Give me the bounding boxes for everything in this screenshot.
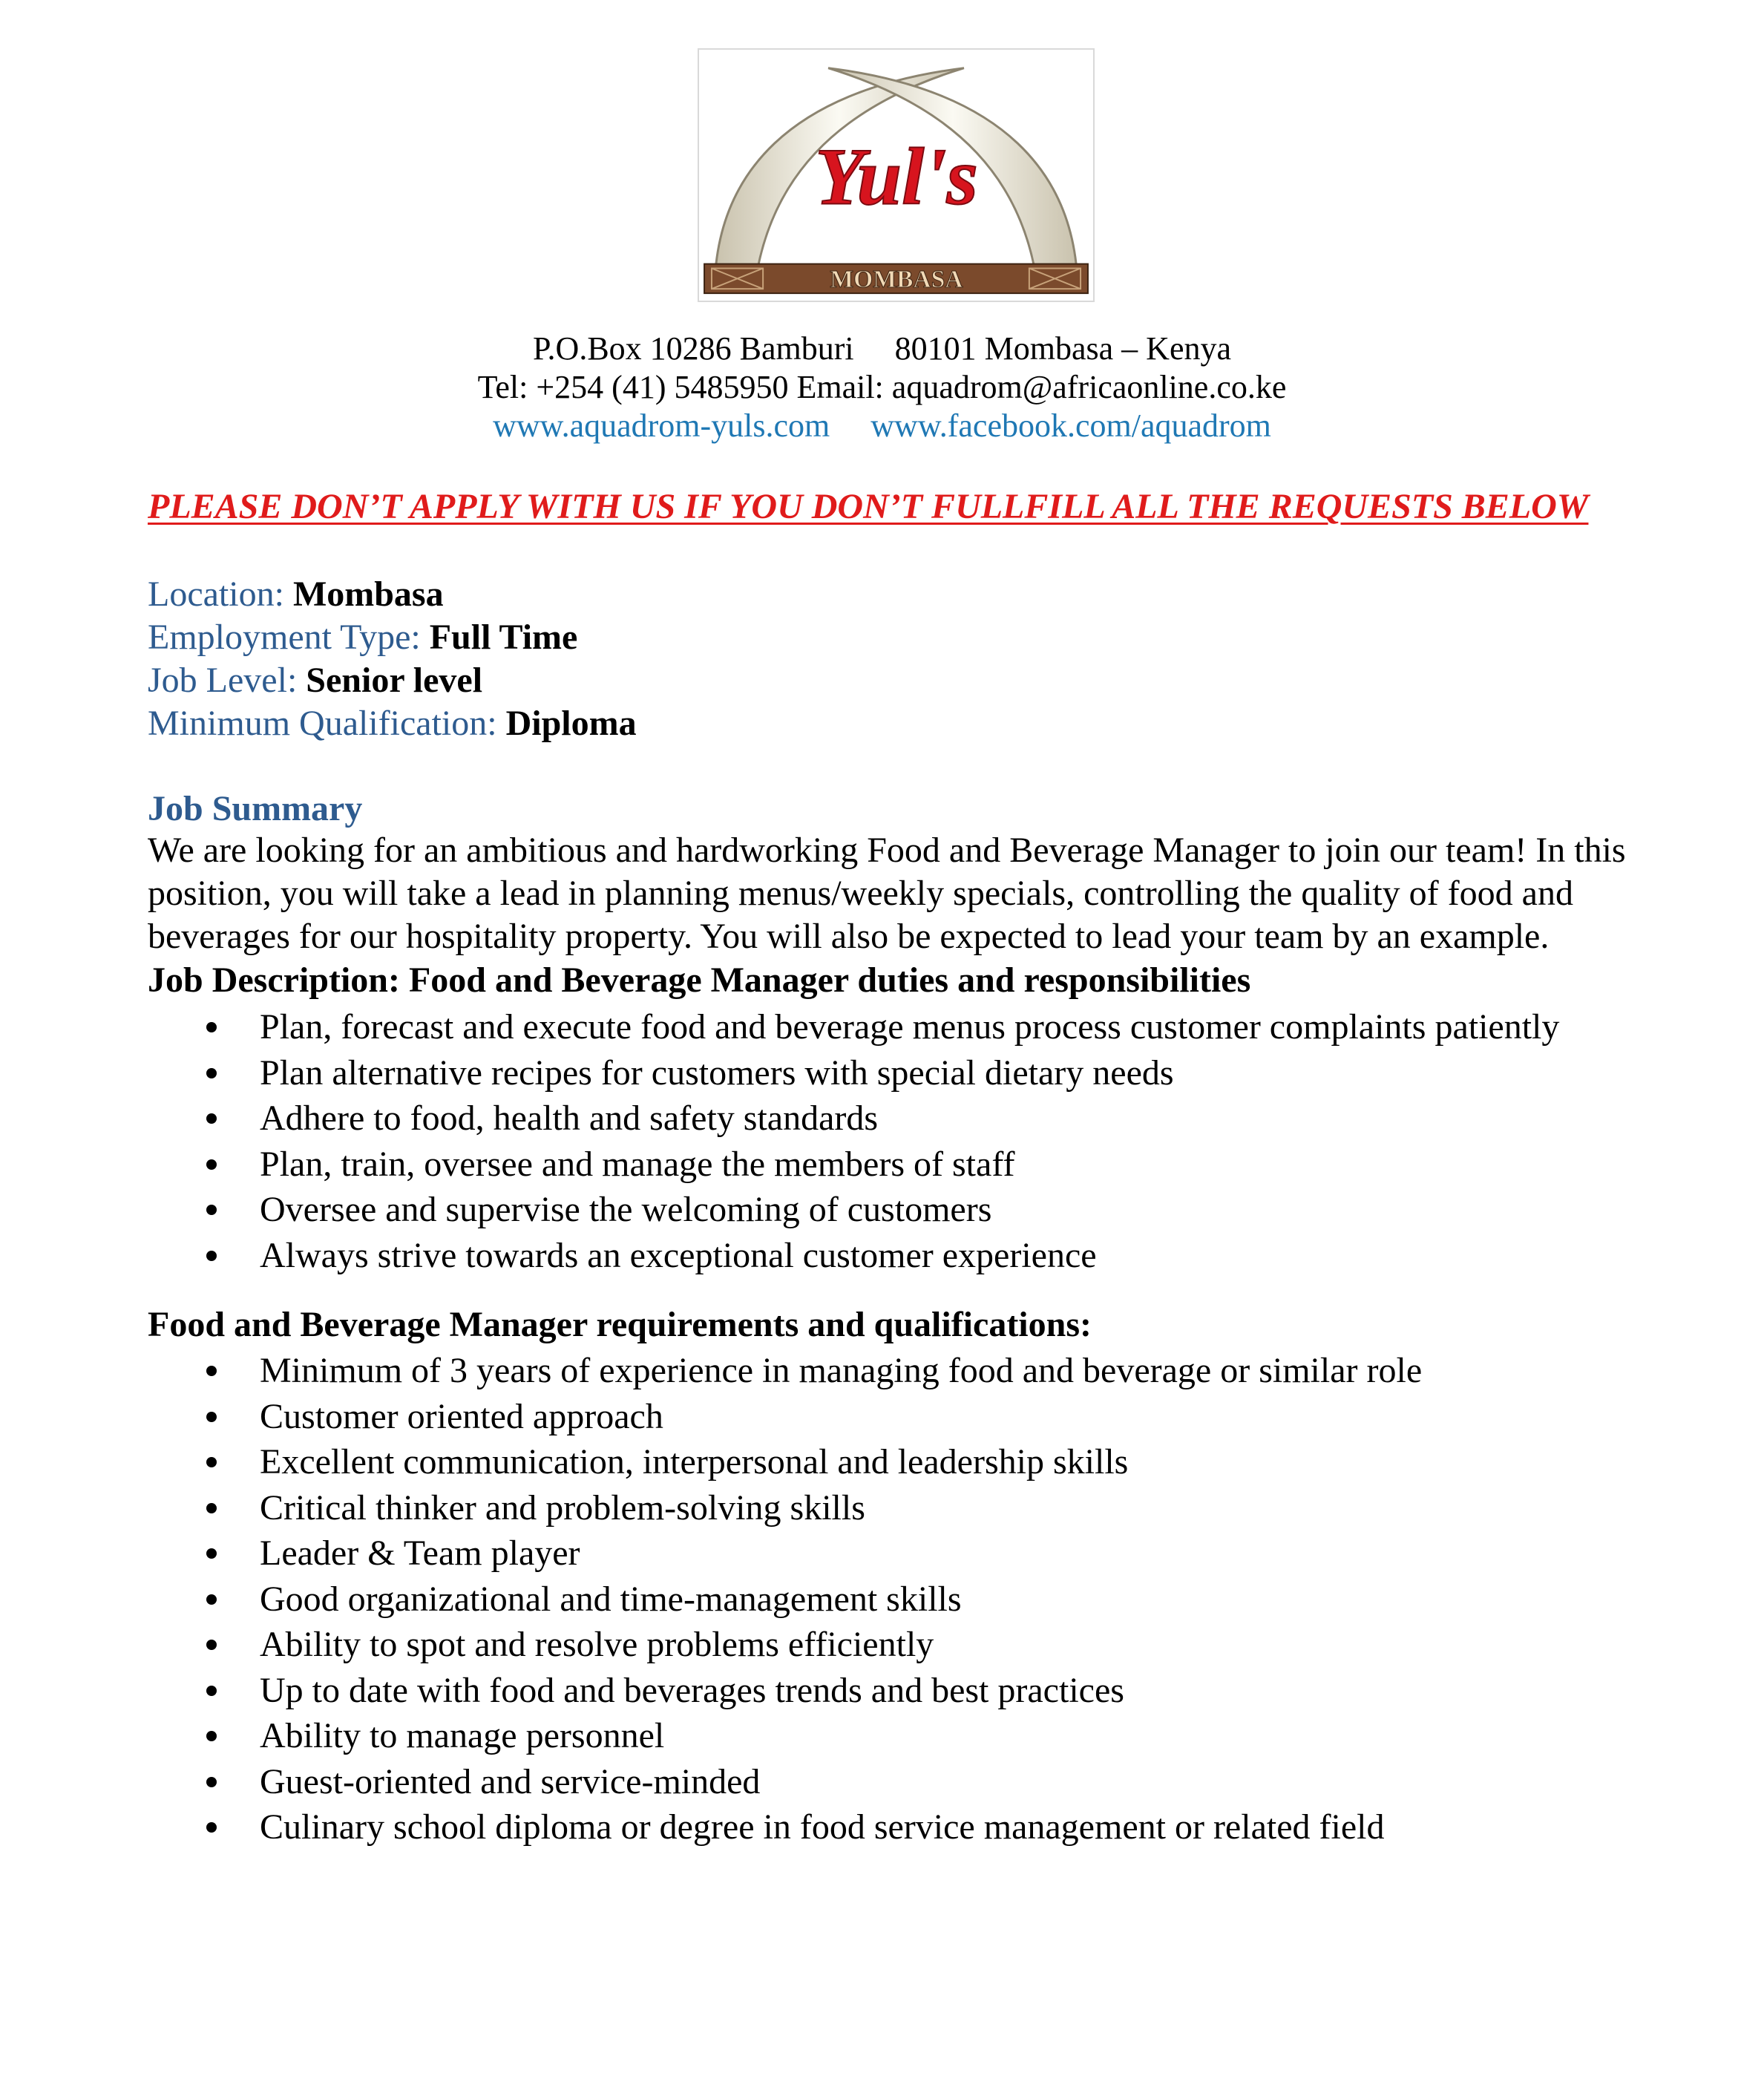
- list-item: Up to date with food and beverages trends and best practices: [0, 1669, 1422, 1715]
- duties-heading: Job Description: Food and Beverage Manager duties and responsibilities: [148, 960, 1251, 1000]
- meta-minimum-qualification: [148, 702, 637, 745]
- bullet-icon: [206, 1412, 217, 1422]
- list-item: Excellent communication, interpersonal and leadership skills: [0, 1441, 1422, 1487]
- company-logo: [698, 48, 1095, 302]
- bullet-icon: [206, 1113, 217, 1124]
- list-item: Plan alternative recipes for customers with special dietary needs: [0, 1052, 1559, 1098]
- summary-line: beverages for our hospitality property. You will also be expected to lead your team by an example.: [148, 917, 1550, 956]
- list-item: Adhere to food, health and safety standards: [0, 1097, 1559, 1143]
- list-item: Good organizational and time-management skills: [0, 1578, 1422, 1624]
- bullet-icon: [206, 1640, 217, 1650]
- bullet-icon: [206, 1457, 217, 1467]
- logo-brand-text: Yul's: [815, 131, 978, 222]
- bullet-icon: [206, 1366, 217, 1376]
- list-item: Minimum of 3 years of experience in managing food and beverage or similar role: [0, 1349, 1422, 1395]
- meta-job-level: [148, 659, 482, 702]
- bullet-icon: [206, 1686, 217, 1696]
- meta-location: [148, 573, 444, 616]
- po-box: P.O.Box 10286 Bamburi: [532, 330, 854, 367]
- bullet-icon: [206, 1594, 217, 1605]
- address-line-2: Tel: +254 (41) 5485950 Email: aquadrom@africaonline.co.ke: [477, 369, 1287, 405]
- meta-value: Diploma: [505, 704, 637, 743]
- meta-value: Mombasa: [292, 574, 444, 614]
- bullet-icon: [206, 1777, 217, 1787]
- meta-label: Minimum Qualification:: [148, 704, 506, 743]
- logo-city-text: MOMBASA: [830, 266, 963, 294]
- list-item: Plan, train, oversee and manage the members of staff: [0, 1143, 1559, 1189]
- postal-city: 80101 Mombasa – Kenya: [894, 330, 1232, 367]
- bullet-icon: [206, 1822, 217, 1833]
- bullet-icon: [206, 1068, 217, 1078]
- meta-value: Full Time: [429, 618, 578, 657]
- website-link[interactable]: www.aquadrom-yuls.com: [493, 407, 830, 444]
- bullet-icon: [206, 1503, 217, 1513]
- list-item: Customer oriented approach: [0, 1395, 1422, 1441]
- list-item: Guest-oriented and service-minded: [0, 1761, 1422, 1807]
- meta-employment-type: [148, 616, 577, 659]
- facebook-link[interactable]: www.facebook.com/aquadrom: [870, 407, 1271, 444]
- meta-label: Location:: [148, 574, 293, 614]
- list-item: Critical thinker and problem-solving skills: [0, 1487, 1422, 1533]
- duties-list: [0, 1006, 1559, 1280]
- address-line-1: [0, 330, 1764, 368]
- summary-line: We are looking for an ambitious and hardworking Food and Beverage Manager to join our team! In this: [148, 831, 1626, 870]
- meta-value: Senior level: [306, 661, 483, 700]
- list-item: Oversee and supervise the welcoming of customers: [0, 1188, 1559, 1234]
- summary-line: position, you will take a lead in planning menus/weekly specials, controlling the quality of food and: [148, 874, 1573, 913]
- list-item: Leader & Team player: [0, 1532, 1422, 1578]
- job-summary-heading: Job Summary: [148, 789, 363, 828]
- bullet-icon: [206, 1731, 217, 1741]
- address-links: [0, 407, 1764, 445]
- list-item: Always strive towards an exceptional customer experience: [0, 1234, 1559, 1280]
- bullet-icon: [206, 1022, 217, 1032]
- warning-banner: PLEASE DON’T APPLY WITH US IF YOU DON’T FULLFILL ALL THE REQUESTS BELOW: [148, 487, 1589, 526]
- list-item: Plan, forecast and execute food and beverage menus process customer complaints patiently: [0, 1006, 1559, 1052]
- list-item: Ability to manage personnel: [0, 1715, 1422, 1761]
- requirements-list: [0, 1349, 1422, 1852]
- requirements-heading: Food and Beverage Manager requirements and qualifications:: [148, 1305, 1092, 1344]
- bullet-icon: [206, 1205, 217, 1215]
- list-item: Culinary school diploma or degree in food service management or related field: [0, 1806, 1422, 1852]
- bullet-icon: [206, 1548, 217, 1559]
- meta-label: Employment Type:: [148, 618, 430, 657]
- bullet-icon: [206, 1251, 217, 1261]
- list-item: Ability to spot and resolve problems efficiently: [0, 1623, 1422, 1669]
- job-summary-paragraph: [148, 829, 1721, 958]
- meta-label: Job Level:: [148, 661, 306, 700]
- bullet-icon: [206, 1159, 217, 1170]
